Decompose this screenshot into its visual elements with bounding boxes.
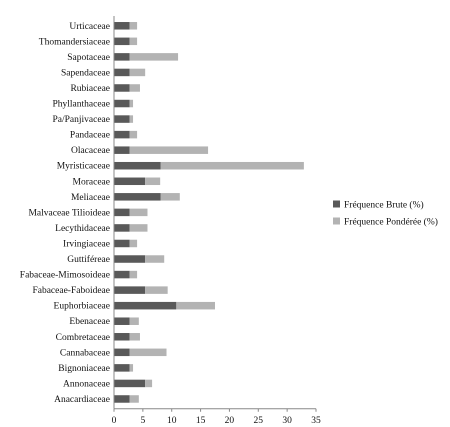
- bar-frequence-ponderee: [145, 286, 168, 294]
- category-label: Irvingiaceae: [63, 239, 110, 250]
- legend: [333, 200, 438, 228]
- bar-frequence-brute: [114, 380, 145, 388]
- category-label: Thomandersiaceae: [38, 37, 110, 48]
- category-label: Urticaceae: [69, 21, 110, 32]
- category-label: Meliaceae: [70, 192, 110, 203]
- category-label: Euphorbiaceae: [53, 301, 110, 312]
- legend-label: Fréquence Brute (%): [344, 200, 424, 211]
- bar-frequence-ponderee: [130, 333, 140, 341]
- bar-frequence-ponderee: [130, 209, 148, 217]
- bar-frequence-brute: [114, 302, 176, 310]
- bar-frequence-brute: [114, 146, 130, 154]
- bar-frequence-ponderee: [130, 271, 138, 279]
- category-label: Fabaceae-Faboideae: [32, 286, 110, 297]
- category-label: Cannabaceae: [59, 348, 110, 359]
- category-label: Fabaceae-Mimosoideae: [19, 270, 110, 281]
- bar-frequence-ponderee: [145, 380, 152, 388]
- x-tick-label: 25: [253, 415, 264, 426]
- bar-frequence-ponderee: [130, 131, 138, 139]
- bar-frequence-ponderee: [130, 22, 138, 30]
- bar-frequence-brute: [114, 69, 130, 77]
- bar-frequence-ponderee: [176, 302, 215, 310]
- bar-frequence-ponderee: [130, 146, 208, 154]
- category-label: Sapotaceae: [67, 52, 110, 63]
- bar-frequence-ponderee: [161, 193, 180, 201]
- category-label: Lecythidaceae: [55, 223, 110, 234]
- category-label: Pandaceae: [69, 130, 110, 141]
- bars: [114, 22, 304, 403]
- bar-frequence-brute: [114, 178, 145, 186]
- category-label: Anacardiaceae: [54, 394, 110, 405]
- bar-frequence-ponderee: [130, 115, 133, 123]
- bar-frequence-ponderee: [130, 317, 139, 325]
- bar-frequence-brute: [114, 162, 161, 170]
- bar-frequence-brute: [114, 100, 130, 108]
- x-tick-label: 10: [166, 415, 177, 426]
- category-label: Phyllanthaceae: [52, 99, 110, 110]
- x-tick-label: 15: [195, 415, 206, 426]
- category-label: Pa/Panjivaceae: [52, 115, 110, 126]
- category-label: Olacaceae: [70, 146, 110, 157]
- category-label: Combretaceae: [55, 332, 110, 343]
- category-label: Rubiaceae: [70, 83, 110, 94]
- bar-frequence-ponderee: [145, 178, 160, 186]
- category-label: Moraceae: [72, 177, 110, 188]
- bar-frequence-ponderee: [130, 84, 140, 92]
- bar-frequence-ponderee: [130, 38, 138, 46]
- bar-frequence-ponderee: [130, 53, 178, 61]
- legend-swatch: [333, 201, 340, 208]
- bar-frequence-brute: [114, 224, 130, 232]
- bar-frequence-brute: [114, 349, 130, 357]
- bar-frequence-brute: [114, 364, 130, 372]
- bar-frequence-ponderee: [145, 255, 164, 263]
- bar-frequence-brute: [114, 286, 145, 294]
- bar-frequence-brute: [114, 131, 130, 139]
- bar-frequence-brute: [114, 209, 130, 217]
- legend-swatch: [333, 218, 340, 225]
- bar-frequence-brute: [114, 333, 130, 341]
- bar-frequence-ponderee: [161, 162, 304, 170]
- bar-frequence-brute: [114, 395, 130, 403]
- category-labels: [20, 22, 110, 405]
- legend-label: Fréquence Pondérée (%): [344, 217, 438, 228]
- bar-frequence-brute: [114, 317, 130, 325]
- x-tick-label: 20: [224, 415, 235, 426]
- category-label: Guttiféreae: [67, 255, 110, 266]
- category-label: Myristicaceae: [56, 161, 110, 172]
- x-tick-label: 35: [311, 415, 321, 426]
- bar-frequence-ponderee: [130, 100, 133, 108]
- x-axis-ticks: [112, 409, 321, 426]
- bar-frequence-ponderee: [130, 69, 146, 77]
- category-label: Sapendaceae: [60, 68, 110, 79]
- bar-frequence-ponderee: [130, 364, 133, 372]
- bar-frequence-brute: [114, 115, 130, 123]
- bar-frequence-ponderee: [130, 395, 139, 403]
- category-label: Annonaceae: [63, 379, 110, 390]
- x-tick-label: 0: [111, 415, 117, 426]
- bar-frequence-ponderee: [130, 224, 148, 232]
- bar-frequence-ponderee: [130, 349, 167, 357]
- bar-frequence-brute: [114, 193, 161, 201]
- x-tick-label: 30: [282, 415, 292, 426]
- bar-frequence-brute: [114, 271, 130, 279]
- bar-frequence-brute: [114, 53, 130, 61]
- category-label: Ebenaceae: [69, 317, 110, 328]
- category-label: Malvaceae Tilioideae: [28, 208, 110, 219]
- bar-frequence-brute: [114, 84, 130, 92]
- x-tick-label: 5: [140, 415, 146, 426]
- bar-frequence-brute: [114, 255, 145, 263]
- bar-frequence-brute: [114, 240, 130, 248]
- bar-frequence-brute: [114, 38, 130, 46]
- bar-frequence-ponderee: [130, 240, 138, 248]
- bar-frequence-brute: [114, 22, 130, 30]
- category-label: Bignoniaceae: [58, 363, 110, 374]
